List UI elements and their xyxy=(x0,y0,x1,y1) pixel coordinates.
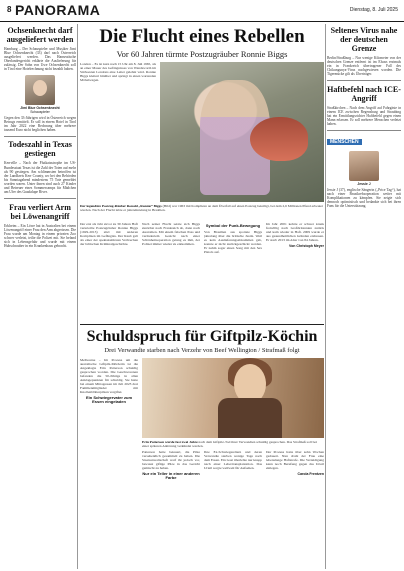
biggs-col-4-text: Im Jahr 2001 kehrte er schwer krank freiwillig nach Großbritannien zurück und kam wieder in Haft. 2009 wurde er aus gesundheitlichen Gründen entlassen. Er starb 2013 im Alter von 84 Jahren. xyxy=(266,222,324,242)
divider xyxy=(327,80,401,81)
biggs-photo-caption xyxy=(80,204,324,212)
article-loewe: Erkheim – Ein Löwe hat in Australien bei einem Löwenangriff einer Frau den Arm abgerissen. Die Frau wurde am Montag in einem privaten Zoo schwer verletzt, teilte die Polizei mit. Sie befand sich in Lebensgefahr und wurde mit einem Hubschrauber in ein Krankenhaus gebracht. xyxy=(4,223,76,249)
article-ochsenknecht: Hamburg – Der Schauspieler und Musiker Jimi Blue Ochsenknecht (33) darf nach Österreich ausgeliefert werden. Das Hanseatische Oberlandesgericht erklärte die Auslieferung für zulässig. Der Sohn von Uwe Ochsenknecht soll in Tirol eine Hotelrechnung nicht bezahlt haben. xyxy=(4,47,76,72)
photo-body xyxy=(218,398,282,438)
giftpilz-headline: Schuldspruch für Giftpilz-Köchin xyxy=(86,328,318,345)
giftpilz-subhead-1: Ein Schwiegervater zum Essen eingeladen xyxy=(85,395,132,404)
photo-fish xyxy=(250,117,308,161)
giftpilz-col-2-text: Patterson hatte beteuert, die Pilze versehentlich gesammelt zu haben. Die Staatsanwaltschaft warf ihr jedoch vor, bewusst giftige Pilze in das Gericht gemischt zu haben. xyxy=(142,450,200,470)
biggs-col-2: Nach seiner Flucht setzte sich Biggs zunächst nach Frankreich ab, dann nach Australien. Mit einem falschen Pass und verändertem Gesicht nach einer Schönheitsoperation gelang es ihm, der Polizei immer wieder zu entkommen. xyxy=(142,222,200,246)
giftpilz-col-4 xyxy=(266,450,324,569)
giftpilz-columns xyxy=(142,450,324,569)
page-header xyxy=(0,0,404,22)
main-subheadline: Vor 60 Jahren türmte Postzugräuber Ronnie Biggs xyxy=(116,49,288,59)
giftpilz-col-3: Ihre Ex-Schwiegereltern und deren Verwandte starben wenige Tage nach dem Essen. Ein Gast überlebte nur knapp nach einer Lebertransplantation. Das Urteil sorgte weltweit für Aufsehen. xyxy=(204,450,262,470)
issue-date: Dienstag, 8. Juli 2025 xyxy=(349,7,398,13)
headline-ochsenknecht: Ochsenknecht darf ausgeliefert werden xyxy=(6,26,74,44)
article-texas: Kerrville – Nach der Flutkatastrophe im US-Bundesstaat Texas ist die Zahl der Toten auf mehr als 90 gestiegen. Am schlimmsten betroffen ist der Landkreis Kerr County, wo bei den Behörden bis Sonntagabend mindestens 75 Tote gemeldet worden waren. Unter ihnen sind auch 27 Kinder und Betreuer eines Sommercamps für Mädchen am Ufer des Guadalupe River. xyxy=(4,161,76,195)
biggs-story xyxy=(80,62,324,322)
biggs-col-3-text: Von Brasilien aus spottete Biggs jahrelang über die britische Justiz. Weil es kein Auslieferungsabkommen gab, konnte er nicht zurückgeschickt werden. Er nahm sogar einen Song mit den Sex Pistols auf. xyxy=(204,230,262,254)
column-rule xyxy=(325,24,326,569)
caption-lead: Der legendäre Postzug-Räuber Ronald „Ronnie“ Biggs xyxy=(80,204,162,208)
page-number: 8 xyxy=(7,5,12,14)
divider xyxy=(4,136,76,137)
giftpilz-col-4-text: Der Prozess hatte über zehn Wochen gedauert. Nun droht der Frau eine lebenslange Haftstrafe. Die Verteidigung kann noch Berufung gegen das Urteil einlegen. xyxy=(266,450,324,470)
portrait-photo xyxy=(25,75,55,105)
caption-text: (Bild) war 1963 mit Komplizen an dem Überfall auf einen Postzug beteiligt, bei dem 2,6 Millionen Pfund erbeutet wurden. Nach der Flucht lebte er jahrzehntelang in Brasilien. xyxy=(80,204,323,212)
headline-texas: Todeszahl in Texas gestiegen xyxy=(8,140,72,159)
giftpilz-author: Carola Frentzen xyxy=(297,472,324,476)
portrait-subcaption: Schauspieler xyxy=(30,109,50,114)
biggs-col-3 xyxy=(204,222,262,322)
biggs-subhead: Symbol der Punk-Bewegung xyxy=(205,223,261,228)
biggs-photo xyxy=(160,62,324,202)
menschen-tag: MENSCHEN xyxy=(327,139,362,145)
giftpilz-col-1-text: Melbourne – Im Prozess um die australische Giftpilz-Mörderin ist die Angeklagte Erin Patterson schuldig gesprochen worden. Die Geschworenen befanden die 50-Jährige in allen Anklagepunkten für schuldig. Sie hatte bei einem Mittagessen im Juli 2023 drei Familienmitglieder mit Knollenblätterpilzen vergiftet. xyxy=(80,358,138,394)
article-ice: Straßkirchen – Nach dem Angriff auf Fahrgäste in einem ICE zwischen Regensburg und Straubing hat ein Ermittlungsrichter Haftbefehl gegen einen Mann erlassen. Er soll mehrere Menschen verletzt haben. xyxy=(327,105,401,127)
left-column xyxy=(4,24,76,569)
person-photo xyxy=(349,151,379,181)
biggs-intro: London – Es ist kurz nach 15 Uhr am 8. Juli 1965, als an einer Mauer des Gefängnisses von Wandsworth im Südwesten Londons eine Leiter gelehnt wird. Ronnie Biggs klettert hinüber und springt in einen wartenden Möbelwagen. xyxy=(80,62,156,82)
biggs-author: Von Christoph Meyer xyxy=(289,244,324,248)
biggs-columns xyxy=(80,222,324,322)
caption-lead: Erin Patterson wurde fast zwei Jahre xyxy=(142,440,198,444)
headline-loewe: Frau verliert Arm bei Löwenangriff xyxy=(9,202,71,221)
article-virus: Berlin/Straßburg – Nur wenige Kilometer von der deutschen Grenze entfernt ist im Elsass erstmals ein in Frankreich übertragener Fall des Chikungunya-Virus nachgewiesen worden. Die Tigermücke gilt als Überträger. xyxy=(327,56,401,77)
story-divider xyxy=(80,324,324,325)
giftpilz-subheadline: Drei Verwandte starben nach Verzehr von Beef Wellington / Strafmaß folgt xyxy=(104,347,300,354)
caption-text: nach dem Giftpilz-Tod ihrer Verwandten schuldig gesprochen. Das Strafmaß soll bei einer späteren Anhörung verkündet werden. xyxy=(142,440,317,448)
portrait-caption: Jimi Blue Ochsenknecht xyxy=(20,105,60,110)
headline-ice: Haftbefehl nach ICE-Angriff xyxy=(327,84,401,103)
biggs-col-1: Der erst als Jahr zuvor zu 30 Jahren Haft verurteilte Postzugräuber Ronnie Biggs (1929-2013) sitzt mit anderen Komplizen im Gefängnis. Der Raub galt als einer der spektakulärsten Verbrechen der britischen Kriminalgeschichte. xyxy=(80,222,138,246)
giftpilz-subhead-2: Nur ein Teller in einer anderen Farbe xyxy=(142,471,200,480)
section-title: PANORAMA xyxy=(15,2,101,18)
main-headline: Die Flucht eines Rebellen xyxy=(99,26,305,47)
main-area xyxy=(80,24,324,569)
headline-virus: Seltenes Virus nahe der deutschen Grenze xyxy=(330,26,398,53)
patterson-photo xyxy=(142,358,324,438)
right-column xyxy=(327,24,401,569)
article-ochsenknecht-more: Gegen den 33-Jährigen wird in Österreich wegen Betrugs ermittelt. Er soll in einem Hotel in Tirol im Jahr 2022 eine Rechnung über mehrere tausend Euro nicht beglichen haben. xyxy=(4,115,76,132)
patterson-photo-caption xyxy=(142,440,324,448)
divider xyxy=(4,198,76,199)
giftpilz-col-1 xyxy=(80,358,138,569)
biggs-col-4 xyxy=(266,222,324,322)
article-person: Jessie J (37), englische Sängerin („Price Tag“), hat nach einer Brustkrebsoperation weiter mit Komplikationen zu kämpfen. Sie zeigte sich dennoch optimistisch und bedankte sich bei ihren Fans für die Unterstützung. xyxy=(327,188,401,209)
giftpilz-col-2 xyxy=(142,450,200,569)
divider xyxy=(327,130,401,131)
giftpilz-story xyxy=(80,358,324,569)
column-rule xyxy=(77,24,78,569)
person-caption: Jessie J xyxy=(357,182,371,187)
